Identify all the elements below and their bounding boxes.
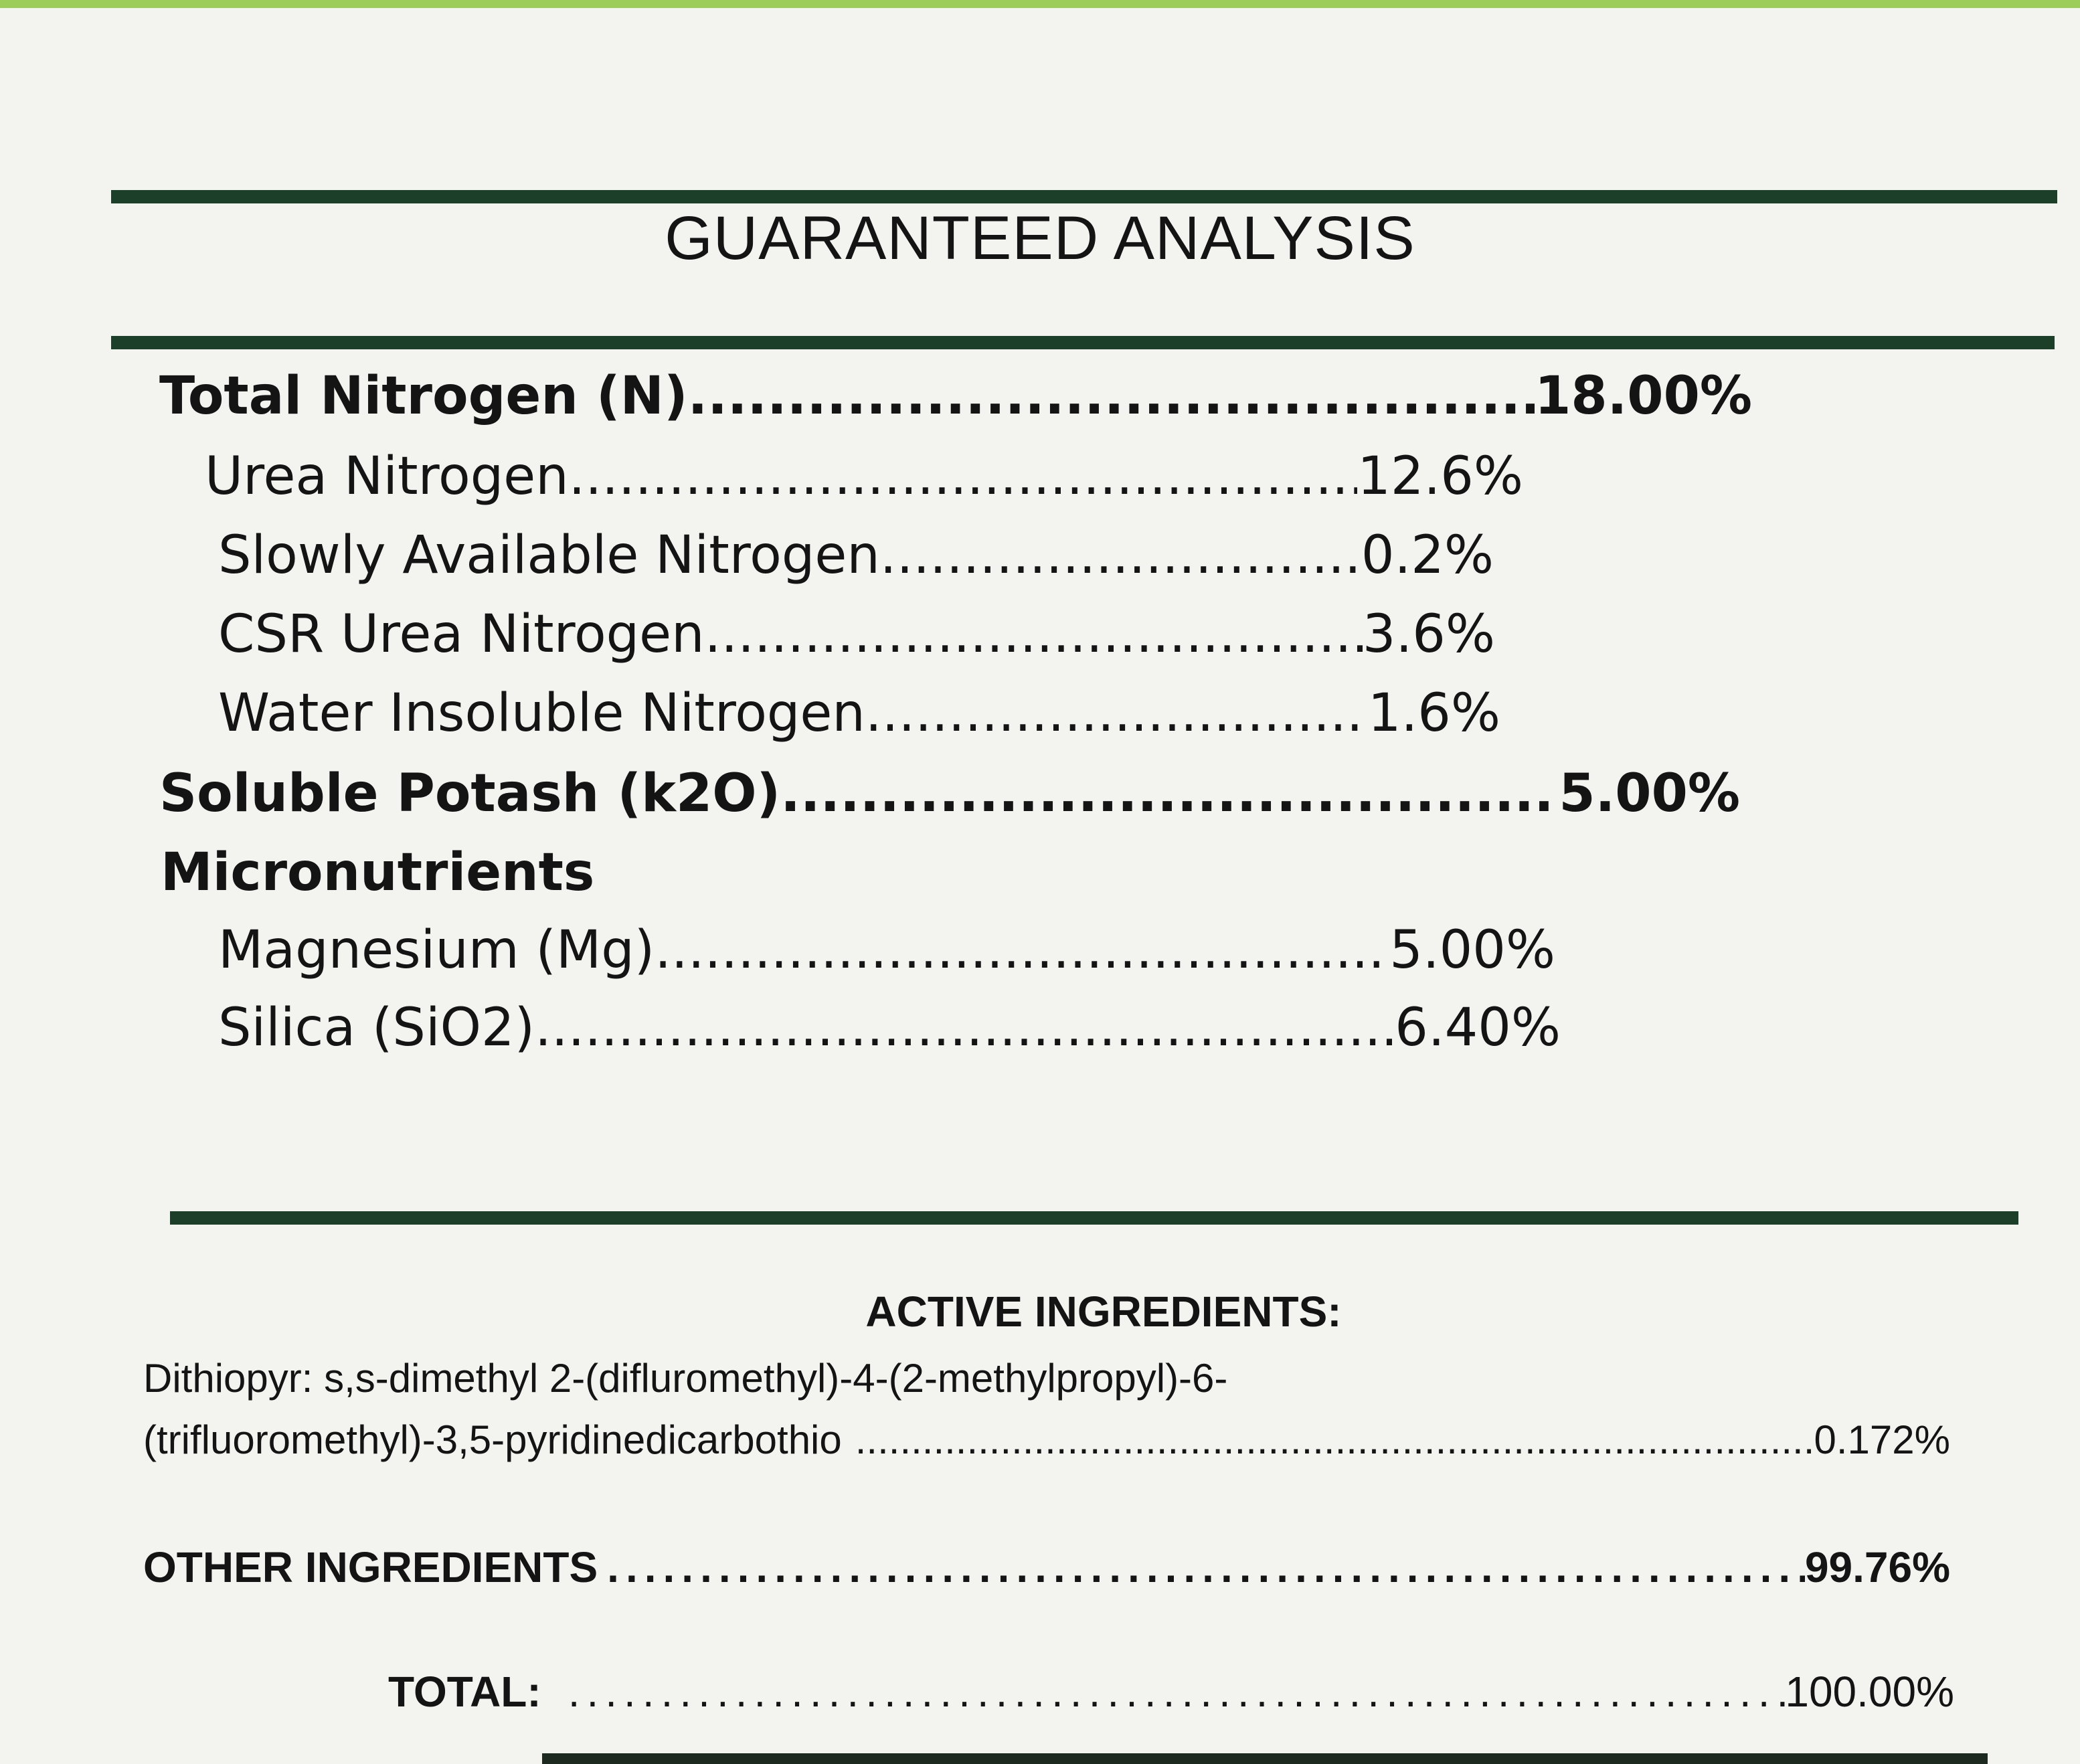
urea-nitrogen-label: Urea Nitrogen <box>205 446 569 507</box>
slowly-available-nitrogen-row <box>218 522 1494 589</box>
soluble-potash-label: Soluble Potash (k2O) <box>159 764 781 824</box>
magnesium-row <box>218 917 1555 984</box>
csr-urea-nitrogen-value: 3.6% <box>1362 604 1495 665</box>
total-nitrogen-label: Total Nitrogen (N) <box>159 366 688 426</box>
section-divider-rule <box>170 1211 2018 1225</box>
magnesium-label: Magnesium (Mg) <box>218 920 655 980</box>
leader-dots <box>535 994 1395 1061</box>
leader-dots <box>568 1665 1786 1718</box>
leader-dots <box>655 917 1389 984</box>
urea-nitrogen-value: 12.6% <box>1357 446 1523 507</box>
soluble-potash-row <box>159 760 1740 827</box>
bottom-rule <box>542 1753 1988 1764</box>
total-label: TOTAL: <box>388 1668 541 1716</box>
magnesium-value: 5.00% <box>1389 920 1555 980</box>
soluble-potash-value: 5.00% <box>1559 764 1740 824</box>
active-ingredient-value: 0.172% <box>1814 1417 1950 1462</box>
active-ingredient-line-1: Dithiopyr: s,s-dimethyl 2-(difluromethyl)-4-(2-methylpropyl)-6- <box>143 1356 1228 1401</box>
title-bottom-rule <box>111 336 2055 349</box>
silica-value: 6.40% <box>1395 998 1561 1058</box>
slowly-available-nitrogen-label: Slowly Available Nitrogen <box>218 525 880 586</box>
other-ingredients-value: 99.76% <box>1804 1543 1950 1591</box>
leader-dots <box>688 363 1535 430</box>
green-top-edge <box>0 0 2080 8</box>
csr-urea-nitrogen-row <box>218 601 1495 668</box>
slowly-available-nitrogen-value: 0.2% <box>1361 525 1494 586</box>
total-nitrogen-row <box>159 363 1752 430</box>
leader-dots <box>569 443 1358 510</box>
silica-row <box>218 994 1561 1061</box>
urea-nitrogen-row <box>205 443 1523 510</box>
leader-dots <box>607 1540 1805 1594</box>
active-ingredients-title: ACTIVE INGREDIENTS: <box>865 1288 1342 1336</box>
water-insoluble-nitrogen-row <box>218 680 1500 747</box>
water-insoluble-nitrogen-label: Water Insoluble Nitrogen <box>218 683 865 743</box>
leader-dots <box>705 601 1363 668</box>
silica-label: Silica (SiO2) <box>218 998 535 1058</box>
leader-dots <box>855 1413 1814 1467</box>
total-row <box>388 1665 1954 1718</box>
other-ingredients-row <box>143 1540 1950 1594</box>
leader-dots <box>780 760 1559 827</box>
active-ingredient-line-2: (trifluoromethyl)-3,5-pyridinedicarbothio <box>143 1417 842 1462</box>
total-nitrogen-value: 18.00% <box>1535 366 1752 426</box>
guaranteed-analysis-title: GUARANTEED ANALYSIS <box>665 204 1415 272</box>
other-ingredients-label: OTHER INGREDIENTS <box>143 1543 598 1591</box>
csr-urea-nitrogen-label: CSR Urea Nitrogen <box>218 604 705 665</box>
micronutrients-heading: Micronutrients <box>161 843 595 903</box>
active-ingredient-row <box>143 1413 1950 1467</box>
water-insoluble-nitrogen-value: 1.6% <box>1367 683 1500 743</box>
total-value: 100.00% <box>1785 1668 1954 1716</box>
leader-dots <box>865 680 1368 747</box>
leader-dots <box>880 522 1361 589</box>
